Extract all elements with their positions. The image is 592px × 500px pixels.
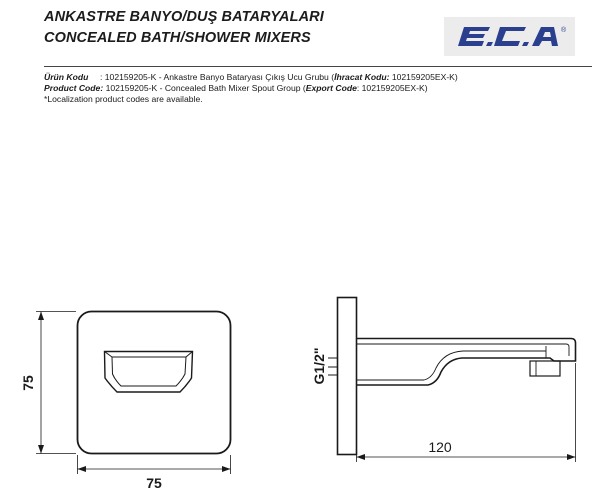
side-view-plate	[338, 298, 357, 455]
product-code-text-en: 102159205-K - Concealed Bath Mixer Spout Group (	[103, 83, 306, 93]
side-view-nozzle	[530, 361, 560, 376]
side-view-spout	[357, 339, 576, 386]
product-code-sep: :	[100, 72, 103, 82]
thread-size-label: G1/2"	[311, 347, 327, 385]
registered-mark: ®	[561, 27, 567, 34]
front-view-plate	[78, 312, 231, 454]
spout-length-label: 120	[428, 439, 452, 455]
front-view-spout-inner	[112, 357, 186, 386]
export-code-label-en: Export Code	[305, 83, 357, 93]
front-width-label: 75	[146, 475, 162, 491]
localization-note: *Localization product codes are available.	[44, 94, 203, 104]
export-code-value-en: : 102159205EX-K)	[356, 83, 428, 93]
front-height-label: 75	[20, 375, 36, 391]
product-code-text-tr: 102159205-K - Ankastre Banyo Bataryası Çıkış Ucu Grubu (	[102, 72, 335, 82]
product-code-label-tr: Ürün Kodu	[44, 72, 89, 82]
product-code-label-en: Product Code:	[44, 83, 104, 93]
export-code-label-tr: İhracat Kodu:	[334, 72, 390, 82]
export-code-value-tr: 102159205EX-K)	[389, 72, 458, 82]
title-turkish: ANKASTRE BANYO/DUŞ BATARYALARI	[44, 9, 324, 25]
title-english: CONCEALED BATH/SHOWER MIXERS	[44, 30, 311, 46]
